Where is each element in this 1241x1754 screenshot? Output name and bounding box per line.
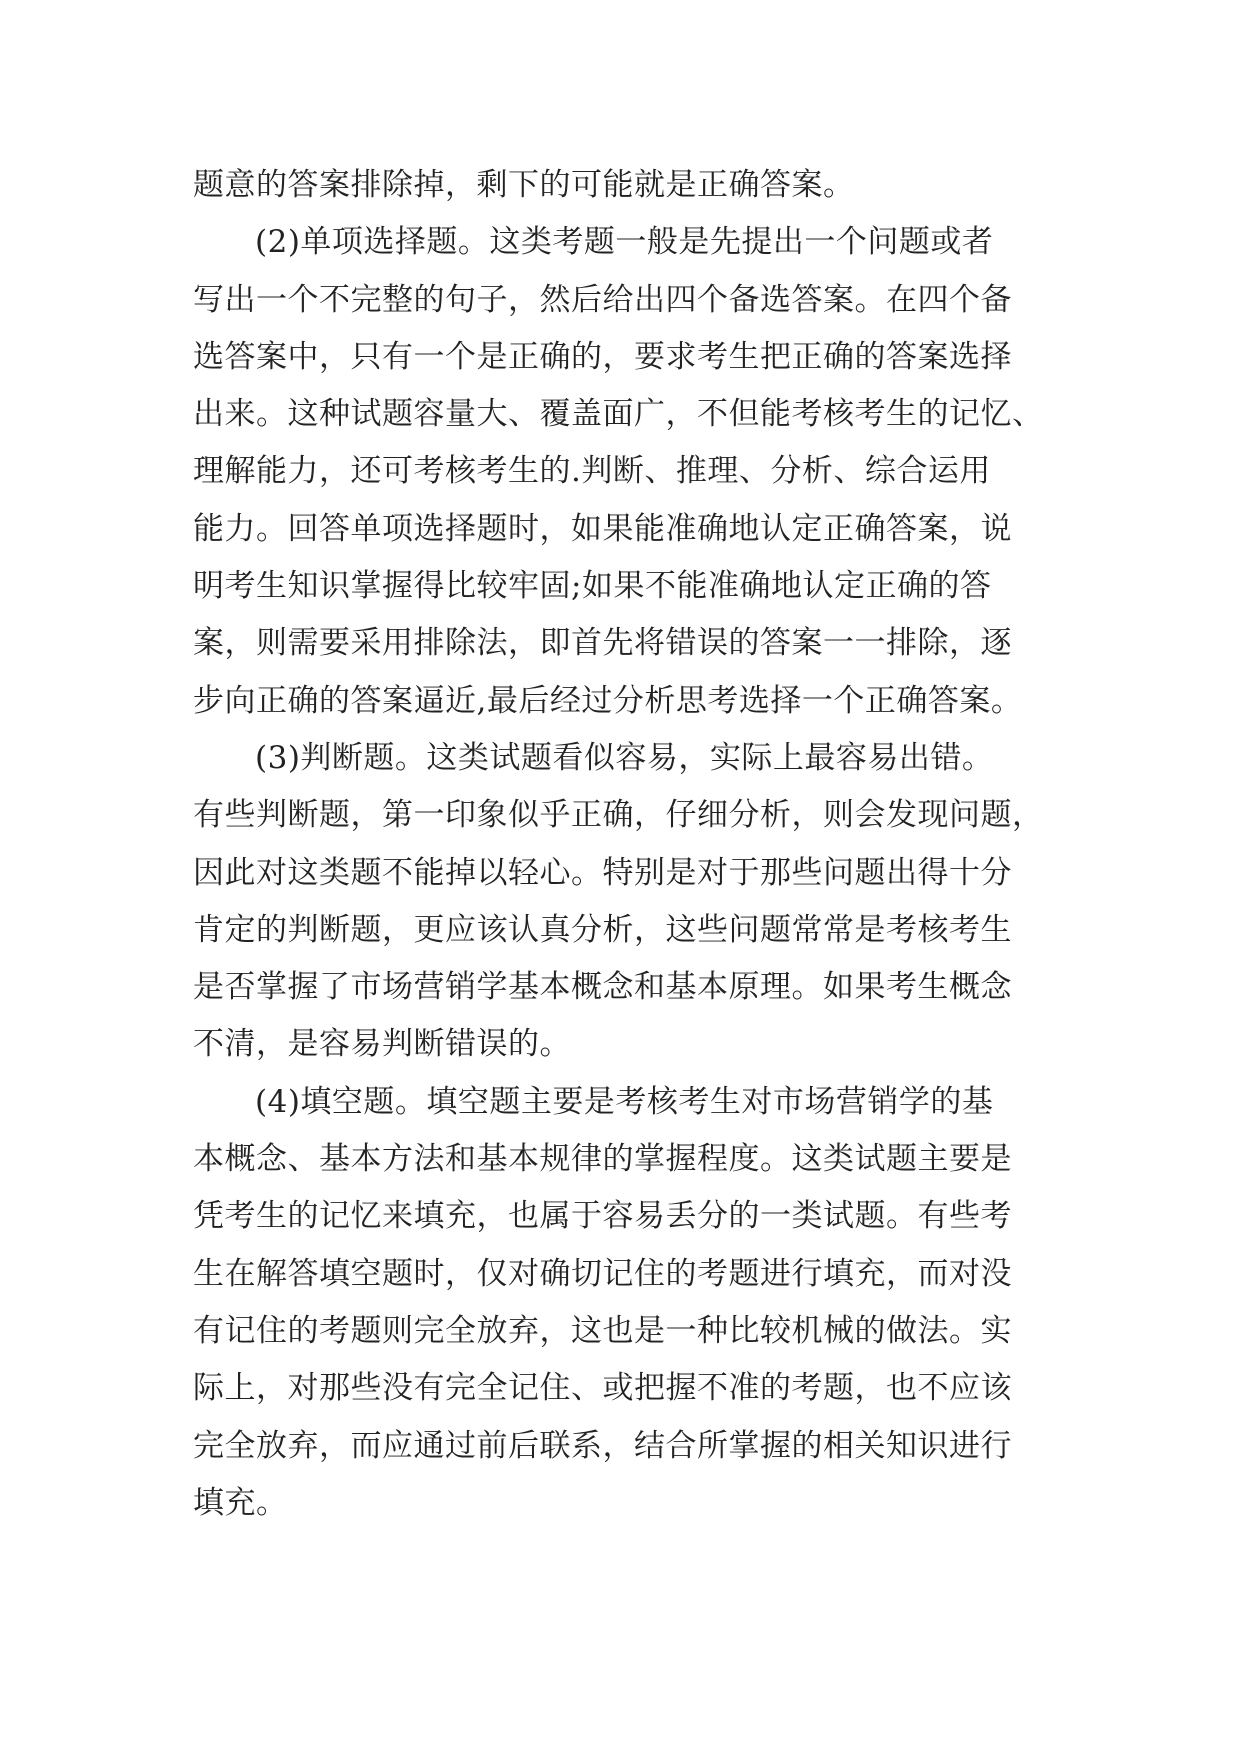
text-line: 完全放弃，而应通过前后联系，结合所掌握的相关知识进行 [193, 1427, 1012, 1464]
text-line: 本概念、基本方法和基本规律的掌握程度。这类试题主要是 [193, 1141, 1012, 1178]
text-line: (4)填空题。填空题主要是考核考生对市场营销学的基 [255, 1083, 994, 1120]
text-line: 能力。回答单项选择题时，如果能准确地认定正确答案，说 [193, 510, 1012, 547]
text-line: 步向正确的答案逼近,最后经过分析思考选择一个正确答案。 [193, 682, 1023, 719]
text-line: 选答案中，只有一个是正确的，要求考生把正确的答案选择 [193, 338, 1012, 375]
text-line: 案，则需要采用排除法，即首先将错误的答案一一排除，逐 [193, 625, 1012, 662]
text-line: 填充。 [193, 1484, 288, 1521]
text-line: 有记住的考题则完全放弃，这也是一种比较机械的做法。实 [193, 1312, 1012, 1349]
text-line: 出来。这种试题容量大、覆盖面广，不但能考核考生的记忆、 [193, 396, 1044, 433]
text-line: (3)判断题。这类试题看似容易，实际上最容易出错。 [255, 739, 994, 776]
text-line: 题意的答案排除掉，剩下的可能就是正确答案。 [193, 167, 855, 203]
text-line: 写出一个不完整的句子，然后给出四个备选答案。在四个备 [193, 281, 1012, 318]
text-line: 是否掌握了市场营销学基本概念和基本原理。如果考生概念 [193, 969, 1012, 1006]
text-line: (2)单项选择题。这类考题一般是先提出一个问题或者 [255, 224, 994, 261]
text-line: 凭考生的记忆来填充，也属于容易丢分的一类试题。有些考 [193, 1198, 1012, 1235]
body-text [193, 157, 1053, 1532]
text-line: 明考生知识掌握得比较牢固;如果不能准确地认定正确的答 [193, 568, 992, 605]
text-line: 理解能力，还可考核考生的.判断、推理、分析、综合运用 [193, 453, 991, 490]
text-line: 肯定的判断题，更应该认真分析，这些问题常常是考核考生 [193, 911, 1012, 948]
text-line: 生在解答填空题时，仅对确切记住的考题进行填充，而对没 [193, 1255, 1012, 1292]
text-line: 不清，是容易判断错误的。 [193, 1026, 571, 1063]
text-line: 有些判断题，第一印象似乎正确，仔细分析，则会发现问题， [193, 797, 1044, 834]
text-line: 因此对这类题不能掉以轻心。特别是对于那些问题出得十分 [193, 854, 1012, 891]
text-line: 际上，对那些没有完全记住、或把握不准的考题，也不应该 [193, 1370, 1012, 1407]
